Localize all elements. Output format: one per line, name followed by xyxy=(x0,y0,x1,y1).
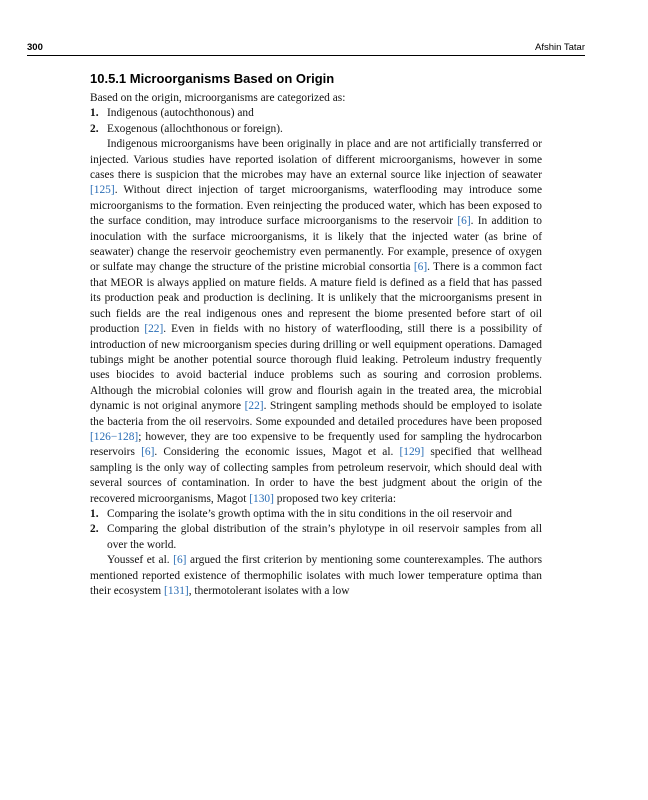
criteria-list xyxy=(90,507,542,553)
text-run: . Without direct injection of target microorganisms, waterflooding may introduce some microorganisms to the formation. Even reinjecting the produced water, which has been exposed to the surface condition, may introduce surface microorganisms to the reservoir xyxy=(90,184,542,228)
citation-link[interactable]: [130] xyxy=(249,492,274,505)
text-run: argued the first criterion by mentioning some counterexamples. The authors mentioned reported existence of thermophilic isolates with much lower temperature optima than their ecosystem xyxy=(90,554,543,597)
running-author: Afshin Tatar xyxy=(535,42,585,53)
list-item xyxy=(90,106,542,121)
body-paragraph-indigenous xyxy=(90,137,542,507)
citation-link[interactable]: [6] xyxy=(457,215,471,228)
list-text: Exogenous (allochthonous or foreign). xyxy=(107,122,283,135)
text-run: , thermotolerant isolates with a low xyxy=(188,585,350,597)
section-heading: 10.5.1 Microorganisms Based on Origin xyxy=(90,71,335,86)
text-run: Youssef et al. xyxy=(107,554,174,567)
citation-link[interactable]: [129] xyxy=(399,446,425,459)
text-run: . Even in fields with no history of waterflooding, still there is a possibility of introduction of new microorganism species during drilling or well equipment operations. Damaged tubings might be another potential source thorough fluid leaking. Petroleum industry frequently uses biocides to avoid bacterial induce problems such as souring and corrosion problems. Although the microbial colonies will grow and flourish again in the treated area, the microbial dynamic is not original anymore xyxy=(90,323,542,413)
citation-link[interactable]: [6] xyxy=(173,554,187,567)
body-paragraph-youssef xyxy=(90,553,542,599)
intro-paragraph: Based on the origin, microorganisms are categorized as: xyxy=(90,92,346,104)
list-text: Comparing the global distribution of the strain’s phylotype in oil reservoir samples from all over the world. xyxy=(107,523,542,551)
text-run: specified that wellhead sampling is the only way of collecting samples from petroleum reservoir, which should deal with several sources of contamination. In order to have the best judgment about the origin of the recovered microorganisms, Magot xyxy=(90,446,542,505)
text-run: . There is a common fact that MEOR is always applied on mature fields. A mature field is defined as a field that has passed its production peak and production is declining. It is unlikely that the microorganisms present in such fields are the real indigenous ones and represent the biome presented before start of oil production xyxy=(90,261,542,336)
running-header xyxy=(27,42,585,56)
list-item xyxy=(90,122,542,137)
citation-link[interactable]: [6] xyxy=(413,261,428,274)
citation-link[interactable]: [131] xyxy=(164,585,189,597)
text-run: . Stringent sampling methods should be employed to isolate the bacteria from the oil reservoirs. Some expounded and detailed procedures have been proposed xyxy=(90,400,542,428)
list-item xyxy=(90,522,542,553)
origin-list xyxy=(90,106,542,137)
list-text: Indigenous (autochthonous) and xyxy=(107,107,254,120)
text-run: Indigenous microorganisms have been originally in place and are not artificially transferred or injected. Various studies have reported isolation of different microorganisms, however in some cases there is suspicion that the microbes may have an external source like injection of seawater xyxy=(90,138,542,182)
text-run: . Considering the economic issues, Magot et al. xyxy=(154,446,400,459)
text-run: . In addition to inoculation with the surface microorganisms, it is likely that the injected water (as brine of seawater) change the reservoir geochemistry even permanently. For example, presence of oxygen or sulfate may change the structure of the pristine microbial consortia xyxy=(90,215,542,274)
list-number: 1. xyxy=(90,107,99,120)
list-number: 1. xyxy=(90,507,99,520)
list-number: 2. xyxy=(90,523,99,536)
list-item xyxy=(90,507,542,522)
list-number: 2. xyxy=(90,122,99,135)
citation-link[interactable]: [125] xyxy=(90,184,115,197)
citation-link[interactable]: [6] xyxy=(141,446,155,459)
text-run: ; however, they are too expensive to be frequently used for sampling the hydrocarbon reservoirs xyxy=(90,430,542,459)
citation-link[interactable]: [126−128] xyxy=(90,430,139,443)
page-number: 300 xyxy=(27,42,43,53)
page-body xyxy=(90,70,542,599)
citation-link[interactable]: [22] xyxy=(244,400,264,413)
citation-link[interactable]: [22] xyxy=(144,323,164,336)
list-text: Comparing the isolate’s growth optima with the in situ conditions in the oil reservoir and xyxy=(107,507,512,520)
text-run: proposed two key criteria: xyxy=(273,492,396,505)
